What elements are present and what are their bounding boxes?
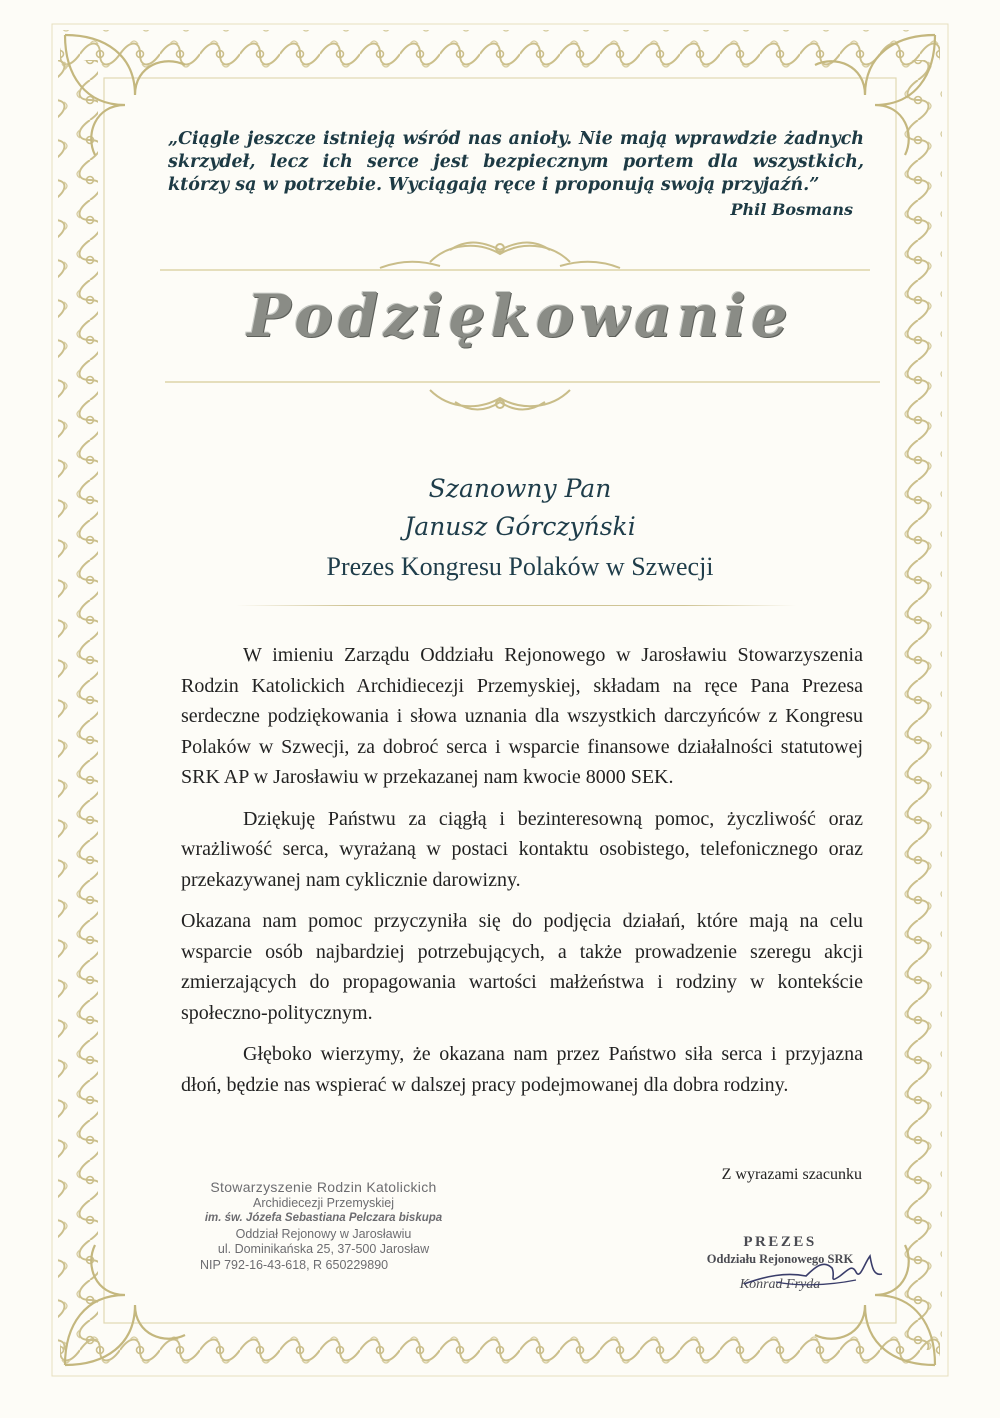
recipient-position: Prezes Kongresu Polaków w Szwecji <box>326 552 714 581</box>
handwritten-signature-icon <box>736 1246 886 1296</box>
signatory-unit: Oddziału Rejonowego SRK <box>706 1252 854 1266</box>
stamp-line-5: ul. Dominikańska 25, 37-500 Jarosław <box>217 1242 430 1256</box>
stamp-line-4: Oddział Rejonowy w Jarosławiu <box>235 1226 412 1241</box>
stamp-line-3: im. św. Józefa Sebastiana Pelczara biskupa <box>204 1212 443 1224</box>
organization-stamp <box>186 1180 461 1273</box>
letter-body <box>181 640 863 1111</box>
signatory-name: Konrad Fryda <box>739 1277 821 1292</box>
body-paragraph-2: Dziękuję Państwu za ciągłą i bezinteresowną pomoc, życzliwość oraz wrażliwość serca, wyrażaną w postaci kontaktu osobistego, telefonicznego oraz przekazywanej nam cyklicznie darowizny. <box>181 807 863 891</box>
quote-author: Phil Bosmans <box>730 200 853 219</box>
divider <box>236 605 796 606</box>
stamp-line-1: Stowarzyszenie Rodzin Katolickich <box>210 1179 437 1195</box>
signatory-title: PREZES <box>743 1234 817 1250</box>
body-paragraph-4: Głęboko wierzymy, że okazana nam przez Państwo siła serca i przyjazna dłoń, będzie nas wspierać w dalszej pracy podejmowanej dla dobra rodziny. <box>181 1043 863 1096</box>
closing-phrase: Z wyrazami szacunku <box>721 1166 862 1183</box>
body-paragraph-3: Okazana nam pomoc przyczyniła się do podjęcia działań, które mają na celu wsparcie osób najbardziej potrzebujących, a także prowadzenie szeregu akcji zmierzających do propagowania wartości małżeństwa i rodziny w kontekście społeczno-politycznym. <box>181 910 863 1024</box>
stamp-line-2: Archidiecezji Przemyskiej <box>252 1195 394 1210</box>
recipient-salutation: Szanowny Pan <box>428 474 612 503</box>
body-paragraph-1: W imieniu Zarządu Oddziału Rejonowego w Jarosławiu Stowarzyszenia Rodzin Katolickich Archidiecezji Przemyskiej, składam na ręce Pana Prezesa serdeczne podziękowania i słowa uznania dla wszystkich darczyńców z Kongresu Polaków w Szwecji, za dobroć serca i wsparcie finansowe działalności statutowej SRK AP w Jarosławiu w przekazanej nam kwocie 8000 SEK. <box>181 644 863 788</box>
stamp-line-6: NIP 792-16-43-618, R 650229890 <box>200 1257 389 1272</box>
quote-text: „Ciągle jeszcze istnieją wśród nas anioły. Nie mają wprawdzie żadnych skrzydeł, lecz ich serce jest bezpiecznym portem dla wszystkich, którzy są w potrzebie. Wyciągają ręce i proponują swoją przyjaźń.” <box>168 129 864 195</box>
recipient-name: Janusz Górczyński <box>404 512 636 541</box>
document-title: Podziękowanie <box>247 282 793 350</box>
